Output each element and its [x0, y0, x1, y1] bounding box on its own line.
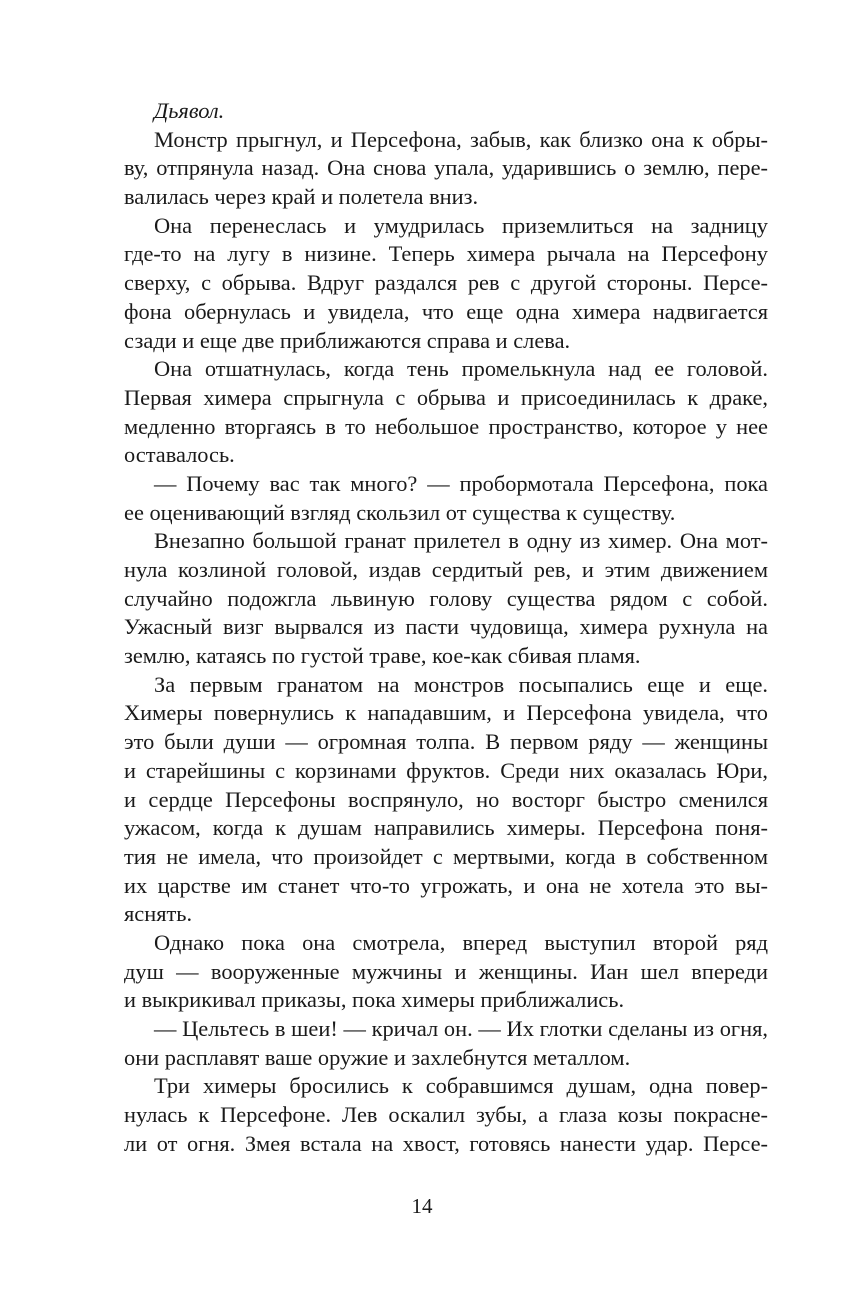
text-line: их царстве им станет что-то угрожать, и она не хотела это вы-: [124, 872, 768, 898]
text-line: они расплавят ваше оружие и захлебнутся металлом.: [124, 1044, 631, 1070]
text-line: нулась к Персефоне. Лев оскалил зубы, а глаза козы покрасне-: [124, 1102, 768, 1128]
text-line: и сердце Персефоны воспрянуло, но восторг быстро сменился: [124, 786, 768, 812]
text-line: Дьявол.: [154, 98, 225, 123]
text-line: нула козлиной головой, издав сердитый рев, и этим движением: [124, 557, 768, 582]
text-line: За первым гранатом на монстров посыпались еще и еще.: [154, 671, 768, 697]
text-line: землю, катаясь по густой траве, кое-как сбивая пламя.: [124, 643, 641, 669]
text-line: Внезапно большой гранат прилетел в одну из химер. Она мот-: [154, 528, 768, 554]
body-text: [124, 97, 768, 1158]
text-line: и выкрикивал приказы, пока химеры приближались.: [124, 987, 625, 1013]
text-line: Она перенеслась и умудрилась приземлиться на задницу: [154, 212, 768, 238]
text-line: душ — вооруженные мужчины и женщины. Иан шел впереди: [124, 958, 768, 984]
text-line: Первая химера спрыгнула с обрыва и присоединилась к драке,: [124, 384, 768, 410]
text-line: — Почему вас так много? — пробормотала Персефона, пока: [154, 470, 768, 496]
text-line: случайно подожгла львиную голову существа рядом с собой.: [124, 585, 768, 611]
text-line: сверху, с обрыва. Вдруг раздался рев с другой стороны. Персе-: [124, 270, 768, 296]
text-line: оставалось.: [124, 442, 235, 468]
text-line: Однако пока она смотрела, вперед выступил второй ряд: [154, 929, 768, 955]
text-line: яснять.: [124, 901, 193, 927]
text-line: Три химеры бросились к собравшимся душам, одна повер-: [154, 1073, 768, 1099]
page-number: 14: [411, 1194, 433, 1218]
text-line: тия не имела, что произойдет с мертвыми, когда в собственном: [124, 843, 768, 869]
text-line: — Цельтесь в шеи! — кричал он. — Их глотки сделаны из огня,: [154, 1016, 768, 1041]
text-line: Химеры повернулись к нападавшим, и Персефона увидела, что: [124, 700, 768, 726]
text-line: ву, отпрянула назад. Она снова упала, ударившись о землю, пере-: [124, 155, 768, 181]
text-line: Она отшатнулась, когда тень промелькнула над ее головой.: [154, 356, 768, 382]
text-line: и старейшины с корзинами фруктов. Среди них оказалась Юри,: [124, 757, 768, 783]
text-line: где-то на лугу в низине. Теперь химера рычала на Персефону: [124, 241, 768, 267]
text-line: ужасом, когда к душам направились химеры. Персефона поня-: [124, 815, 768, 841]
text-line: валилась через край и полетела вниз.: [124, 184, 479, 210]
text-line: ли от огня. Змея встала на хвост, готовясь нанести удар. Персе-: [124, 1130, 768, 1156]
text-line: это были души — огромная толпа. В первом ряду — женщины: [124, 729, 768, 755]
text-line: фона обернулась и увидела, что еще одна химера надвигается: [124, 298, 768, 324]
text-line: медленно вторгаясь в то небольшое пространство, которое у нее: [124, 413, 768, 439]
text-line: Монстр прыгнул, и Персефона, забыв, как близко она к обры-: [154, 126, 768, 152]
text-line: ее оценивающий взгляд скользил от существа к существу.: [124, 499, 676, 525]
text-line: сзади и еще две приближаются справа и слева.: [124, 327, 571, 353]
text-line: Ужасный визг вырвался из пасти чудовища, химера рухнула на: [124, 614, 768, 640]
